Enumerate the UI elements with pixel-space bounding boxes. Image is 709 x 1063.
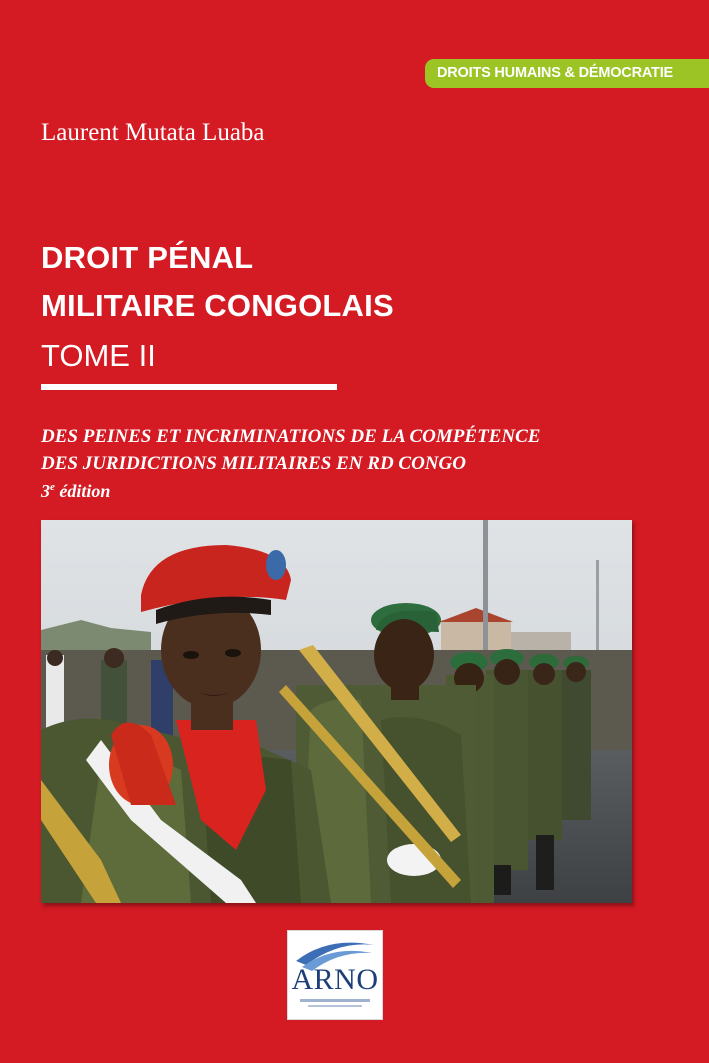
- edition-suffix: e: [50, 481, 55, 493]
- publisher-logo-text: ARNO: [291, 963, 379, 996]
- title-line-1: DROIT PÉNAL: [41, 240, 254, 275]
- subtitle-line-2: DES JURIDICTIONS MILITAIRES EN RD CONGO: [41, 453, 466, 474]
- subtitle-line-1: DES PEINES ET INCRIMINATIONS DE LA COMPÉTENCE: [41, 426, 541, 447]
- cover-photo: [41, 520, 632, 903]
- title-underline: [41, 384, 337, 390]
- publisher-logo: [287, 930, 383, 1020]
- volume-label: TOME II: [41, 338, 156, 373]
- edition-number: 3: [41, 481, 50, 501]
- title-line-2: MILITAIRE CONGOLAIS: [41, 288, 394, 323]
- soldiers-parade-image: [41, 520, 632, 903]
- edition-label: [41, 481, 110, 502]
- author-name: Laurent Mutata Luaba: [41, 119, 265, 146]
- collection-tag: DROITS HUMAINS & DÉMOCRATIE: [425, 59, 709, 88]
- edition-word: édition: [54, 481, 111, 501]
